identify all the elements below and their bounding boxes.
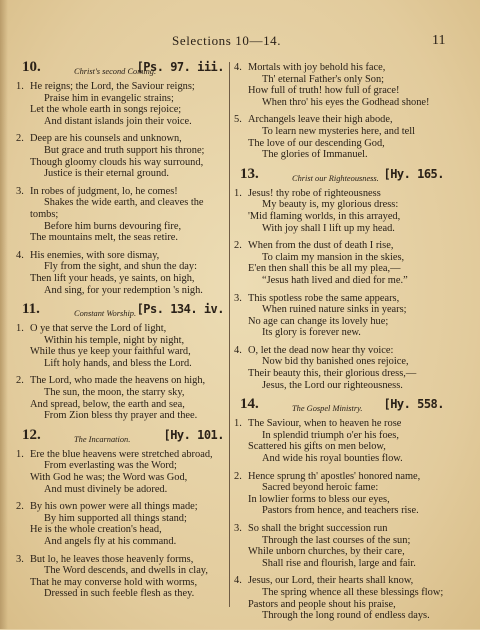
page-number: 11 bbox=[432, 33, 446, 48]
stanza-number: 5. bbox=[234, 114, 242, 126]
verse-line: Through the last courses of the sun; bbox=[262, 534, 411, 546]
stanza-number: 3. bbox=[234, 292, 242, 304]
selection-heading bbox=[16, 59, 224, 79]
verse-line: The glories of Immanuel. bbox=[262, 149, 368, 161]
stanza bbox=[234, 293, 444, 339]
selection-number: 14. bbox=[240, 396, 259, 413]
verse-line: Its glory is forever new. bbox=[262, 327, 361, 339]
stanza-number: 1. bbox=[234, 418, 242, 430]
verse-line: He is the whole creation's head, bbox=[30, 524, 162, 536]
stanza bbox=[234, 240, 444, 286]
selection-subtitle: Christ's second Coming. bbox=[74, 67, 157, 76]
verse-line: And sing, for your redemption 's nigh. bbox=[44, 284, 203, 296]
selection bbox=[234, 396, 444, 622]
stanza bbox=[16, 250, 224, 296]
verse-line: The love of our descending God, bbox=[248, 137, 385, 149]
verse-line: No age can change its lovely hue; bbox=[248, 315, 389, 327]
stanza-number: 4. bbox=[234, 62, 242, 73]
verse-line: Their beauty this, their glorious dress,— bbox=[248, 368, 417, 380]
verse-line: 5. Archangels leave their high abode, bbox=[234, 114, 393, 126]
selection-reference: [Hy. 558. bbox=[383, 397, 444, 412]
verse-line: The Word descends, and dwells in clay, bbox=[44, 565, 208, 577]
verse-line: Though gloomy clouds his way surround, bbox=[30, 156, 204, 168]
verse-line: 2. When from the dust of death I rise, bbox=[234, 240, 394, 252]
left-column bbox=[16, 59, 224, 608]
verse-line: That he may converse hold with worms, bbox=[30, 576, 198, 588]
verse-line: Th' eternal Father's only Son; bbox=[262, 73, 385, 85]
verse-line: Jesus, the Lord our righteousness. bbox=[262, 379, 403, 391]
verse-line: Pastors and people shout his praise, bbox=[248, 598, 396, 610]
verse-line: Fly from the sight, and shun the day: bbox=[44, 261, 197, 273]
verse-line: And distant islands join their voice. bbox=[44, 115, 192, 127]
verse-line: With joy shall I lift up my head. bbox=[262, 222, 395, 234]
verse-line: The mountains melt, the seas retire. bbox=[30, 232, 179, 244]
stanza-number: 3. bbox=[16, 553, 24, 565]
verse-line: Before him burns devouring fire, bbox=[44, 220, 182, 232]
verse-line: Through the long round of endless days. bbox=[262, 610, 430, 622]
verse-line: 1. Ere the blue heavens were stretched abroad, bbox=[16, 448, 213, 460]
verse-line: 3. But lo, he leaves those heavenly forms, bbox=[16, 553, 194, 565]
verse-line: With God he was; the Word was God, bbox=[30, 472, 188, 484]
selection bbox=[234, 165, 444, 392]
selection-reference: [Ps. 134. iv. bbox=[136, 302, 224, 317]
stanza-number: 2. bbox=[16, 501, 24, 513]
right-column bbox=[234, 62, 444, 630]
verse-line: 1. He reigns; the Lord, the Saviour reigns; bbox=[16, 81, 195, 92]
verse-line: Within his temple, night by night, bbox=[44, 334, 185, 346]
stanza bbox=[16, 81, 224, 127]
verse-line: 1. Jesus! thy robe of righteousness bbox=[234, 187, 381, 199]
selection-number: 12. bbox=[22, 426, 41, 443]
verse-line: And spread, below, the earth and sea, bbox=[30, 398, 185, 410]
selection-number: 11. bbox=[22, 301, 40, 318]
stanza bbox=[16, 323, 224, 369]
verse-line: But grace and truth support his throne; bbox=[44, 144, 205, 156]
verse-line: Lift holy hands, and bless the Lord. bbox=[44, 357, 192, 369]
stanza-number: 2. bbox=[234, 470, 242, 482]
verse-line: And must divinely be adored. bbox=[44, 483, 168, 495]
stanza-number: 3. bbox=[234, 523, 242, 534]
stanza-number: 3. bbox=[16, 185, 24, 197]
verse-line: 3. In robes of judgment, lo, he comes! bbox=[16, 185, 178, 197]
selection bbox=[16, 301, 224, 422]
verse-line: Sacred beyond heroic fame: bbox=[262, 482, 379, 494]
verse-line: 1. The Saviour, when to heaven he rose bbox=[234, 418, 402, 430]
verse-line: 4. His enemies, with sore dismay, bbox=[16, 249, 160, 261]
verse-line: 4. O, let the dead now hear thy voice: bbox=[234, 344, 394, 356]
selection-reference: [Hy. 165. bbox=[383, 166, 444, 181]
verse-line: From everlasting was the Word; bbox=[44, 460, 177, 472]
selection-subtitle: The Incarnation. bbox=[74, 434, 131, 444]
stanza-number: 4. bbox=[234, 344, 242, 356]
verse-line: Dressed in such feeble flesh as they. bbox=[44, 588, 195, 600]
verse-line: 1. O ye that serve the Lord of light, bbox=[16, 323, 167, 335]
stanza bbox=[16, 501, 224, 547]
verse-line: Shakes the wide earth, and cleaves the bbox=[44, 197, 204, 209]
verse-line: Let the whole earth in songs rejoice; bbox=[30, 104, 182, 116]
verse-line: From Zion bless thy prayer and thee. bbox=[44, 410, 198, 422]
selection-number: 13. bbox=[240, 165, 259, 182]
verse-line: Then lift your heads, ye saints, on high, bbox=[30, 272, 195, 284]
verse-line: How full of truth! how full of grace! bbox=[248, 85, 400, 97]
stanza bbox=[234, 575, 444, 621]
verse-line: E'en then shall this be all my plea,— bbox=[248, 263, 401, 275]
selection-subtitle: Constant Worship. bbox=[74, 309, 137, 319]
selection-heading bbox=[234, 165, 444, 186]
verse-line: Scattered his gifts on men below, bbox=[248, 441, 386, 453]
verse-line: When ruined nature sinks in years; bbox=[262, 304, 407, 316]
stanza-number: 1. bbox=[234, 187, 242, 199]
verse-line: tombs; bbox=[30, 208, 59, 220]
verse-line: 2. By his own power were all things made; bbox=[16, 501, 198, 513]
stanza bbox=[234, 418, 444, 464]
verse-line: And angels fly at his command. bbox=[44, 536, 177, 547]
selection-reference: [Hy. 101. bbox=[163, 427, 224, 442]
verse-line: 4. Jesus, our Lord, their hearts shall know, bbox=[234, 575, 414, 587]
selection bbox=[234, 62, 444, 161]
selection bbox=[16, 426, 224, 600]
stanza bbox=[16, 449, 224, 495]
verse-line: To learn new mysteries here, and tell bbox=[262, 125, 416, 137]
page-shadow bbox=[0, 0, 8, 629]
selection-subtitle: The Gospel Ministry. bbox=[292, 404, 363, 414]
verse-line: The sun, the moon, the starry sky, bbox=[44, 387, 185, 399]
verse-line: In splendid triumph o'er his foes, bbox=[262, 429, 399, 441]
selection-heading bbox=[16, 301, 224, 321]
verse-line: Now bid thy banished ones rejoice, bbox=[262, 356, 409, 368]
stanza bbox=[234, 62, 444, 108]
verse-line: The spring whence all these blessings flow; bbox=[262, 586, 444, 598]
stanza bbox=[234, 345, 444, 391]
selection-number: 10. bbox=[22, 59, 41, 75]
stanza bbox=[16, 554, 224, 600]
verse-line: 3. This spotless robe the same appears, bbox=[234, 292, 400, 304]
stanza-number: 1. bbox=[16, 448, 24, 460]
selection-heading bbox=[16, 426, 224, 447]
verse-line: 2. Deep are his counsels and unknown, bbox=[16, 133, 182, 145]
stanza-number: 4. bbox=[234, 575, 242, 587]
stanza-number: 1. bbox=[16, 81, 24, 92]
verse-line: 2. The Lord, who made the heavens on high, bbox=[16, 375, 206, 387]
verse-line: 4. Mortals with joy behold his face, bbox=[234, 62, 386, 73]
verse-line: My beauty is, my glorious dress: bbox=[262, 199, 399, 211]
stanza bbox=[234, 114, 444, 160]
stanza bbox=[16, 375, 224, 421]
stanza bbox=[234, 523, 444, 569]
stanza-number: 2. bbox=[234, 240, 242, 252]
verse-line: When thro' his eyes the Godhead shone! bbox=[262, 96, 430, 108]
stanza bbox=[16, 186, 224, 244]
stanza bbox=[16, 133, 224, 179]
selection-subtitle: Christ our Righteousness. bbox=[292, 173, 379, 183]
stanza-number: 4. bbox=[16, 249, 24, 261]
verse-line: While thus ye keep your faithful ward, bbox=[30, 346, 191, 358]
verse-line: And wide his royal bounties flow. bbox=[262, 453, 403, 465]
stanza bbox=[234, 188, 444, 234]
verse-line: While unborn churches, by their care, bbox=[248, 546, 405, 558]
page-title: Selections 10—14. bbox=[172, 33, 282, 48]
verse-line: Pastors from hence, and teachers rise. bbox=[262, 505, 419, 517]
verse-line: Praise him in evangelic strains; bbox=[44, 92, 174, 104]
verse-line: In lowlier forms to bless our eyes, bbox=[248, 493, 390, 505]
verse-line: 'Mid flaming worlds, in this arrayed, bbox=[248, 210, 401, 222]
verse-line: Shall rise and flourish, large and fair. bbox=[262, 557, 416, 569]
selection-reference: [Ps. 97. iii. bbox=[136, 60, 224, 74]
selection-heading bbox=[234, 396, 444, 416]
verse-line: To claim my mansion in the skies, bbox=[262, 251, 405, 263]
verse-line: 3. So shall the bright succession run bbox=[234, 523, 388, 534]
verse-line: “Jesus hath lived and died for me.” bbox=[262, 274, 408, 286]
stanza-number: 2. bbox=[16, 375, 24, 387]
stanza-number: 1. bbox=[16, 323, 24, 335]
selection bbox=[16, 59, 224, 296]
verse-line: 2. Hence sprung th' apostles' honored name, bbox=[234, 470, 421, 482]
verse-line: By him supported all things stand; bbox=[44, 512, 187, 524]
stanza-number: 2. bbox=[16, 133, 24, 145]
column-divider bbox=[229, 62, 230, 607]
verse-line: Justice is their eternal ground. bbox=[44, 168, 169, 180]
stanza bbox=[234, 471, 444, 517]
